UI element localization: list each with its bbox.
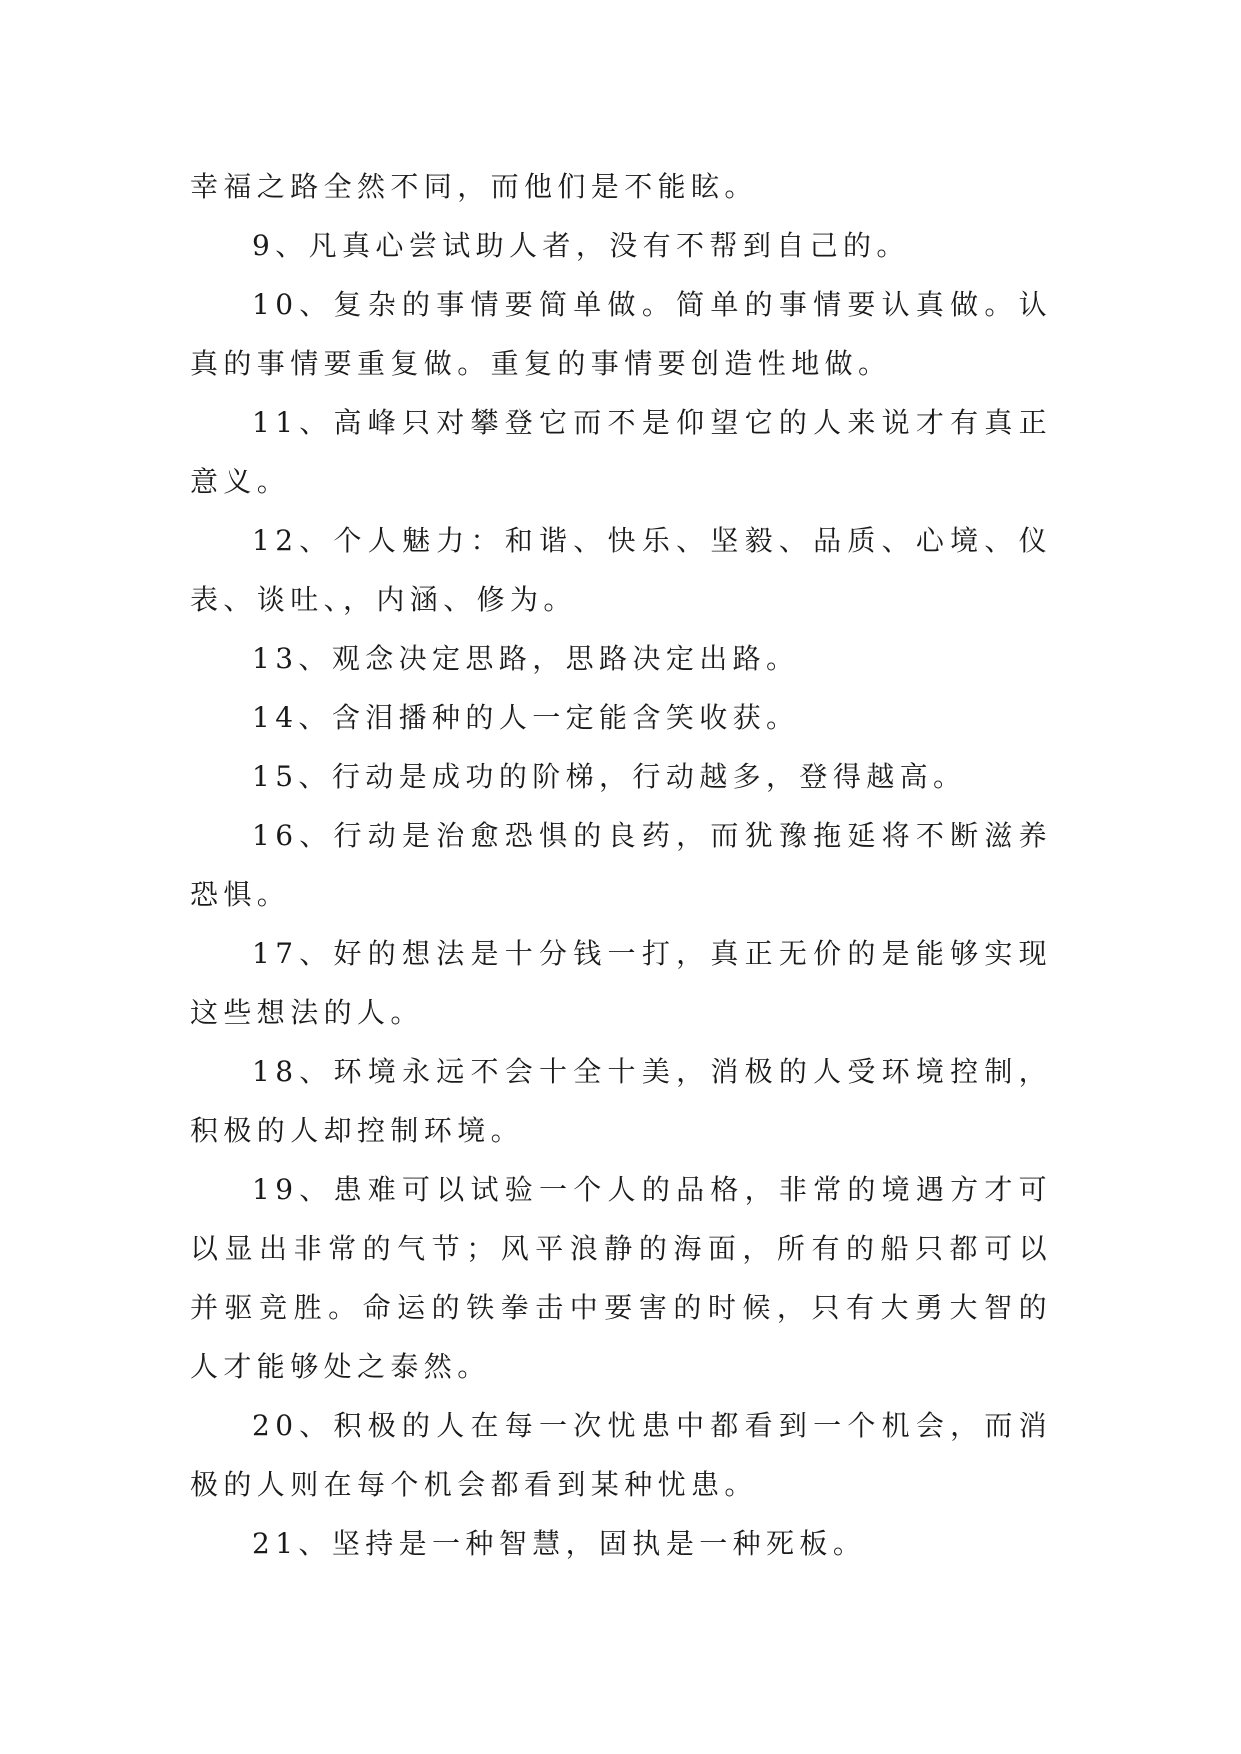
quote-item-19: 19、患难可以试验一个人的品格，非常的境遇方才可以显出非常的气节；风平浪静的海面，所有的船只都可以并驱竞胜。命运的铁拳击中要害的时候，只有大勇大智的人才能够处之泰然。 [190, 1173, 1052, 1383]
quote-item-9: 9、凡真心尝试助人者，没有不帮到自己的。 [252, 229, 910, 262]
document-body [190, 157, 1052, 1573]
quote-item-17: 17、好的想法是十分钱一打，真正无价的是能够实现这些想法的人。 [190, 937, 1052, 1029]
quote-item-10: 10、复杂的事情要简单做。简单的事情要认真做。认真的事情要重复做。重复的事情要创造性地做。 [190, 288, 1052, 380]
quote-item-15: 15、行动是成功的阶梯，行动越多，登得越高。 [252, 760, 967, 793]
quote-item-11: 11、高峰只对攀登它而不是仰望它的人来说才有真正意义。 [190, 406, 1052, 498]
paragraph-continuation: 幸福之路全然不同，而他们是不能眩。 [190, 170, 758, 203]
quote-item-12: 12、个人魅力：和谐、快乐、坚毅、品质、心境、仪表、谈吐、，内涵、修为。 [190, 524, 1052, 616]
quote-item-14: 14、含泪播种的人一定能含笑收获。 [252, 701, 800, 734]
quote-item-18: 18、环境永远不会十全十美，消极的人受环境控制，积极的人却控制环境。 [190, 1055, 1052, 1147]
quote-item-16: 16、行动是治愈恐惧的良药，而犹豫拖延将不断滋养恐惧。 [190, 819, 1052, 911]
quote-item-21: 21、坚持是一种智慧，固执是一种死板。 [252, 1527, 867, 1560]
quote-item-13: 13、观念决定思路，思路决定出路。 [252, 642, 800, 675]
quote-item-20: 20、积极的人在每一次忧患中都看到一个机会，而消极的人则在每个机会都看到某种忧患。 [190, 1409, 1052, 1501]
